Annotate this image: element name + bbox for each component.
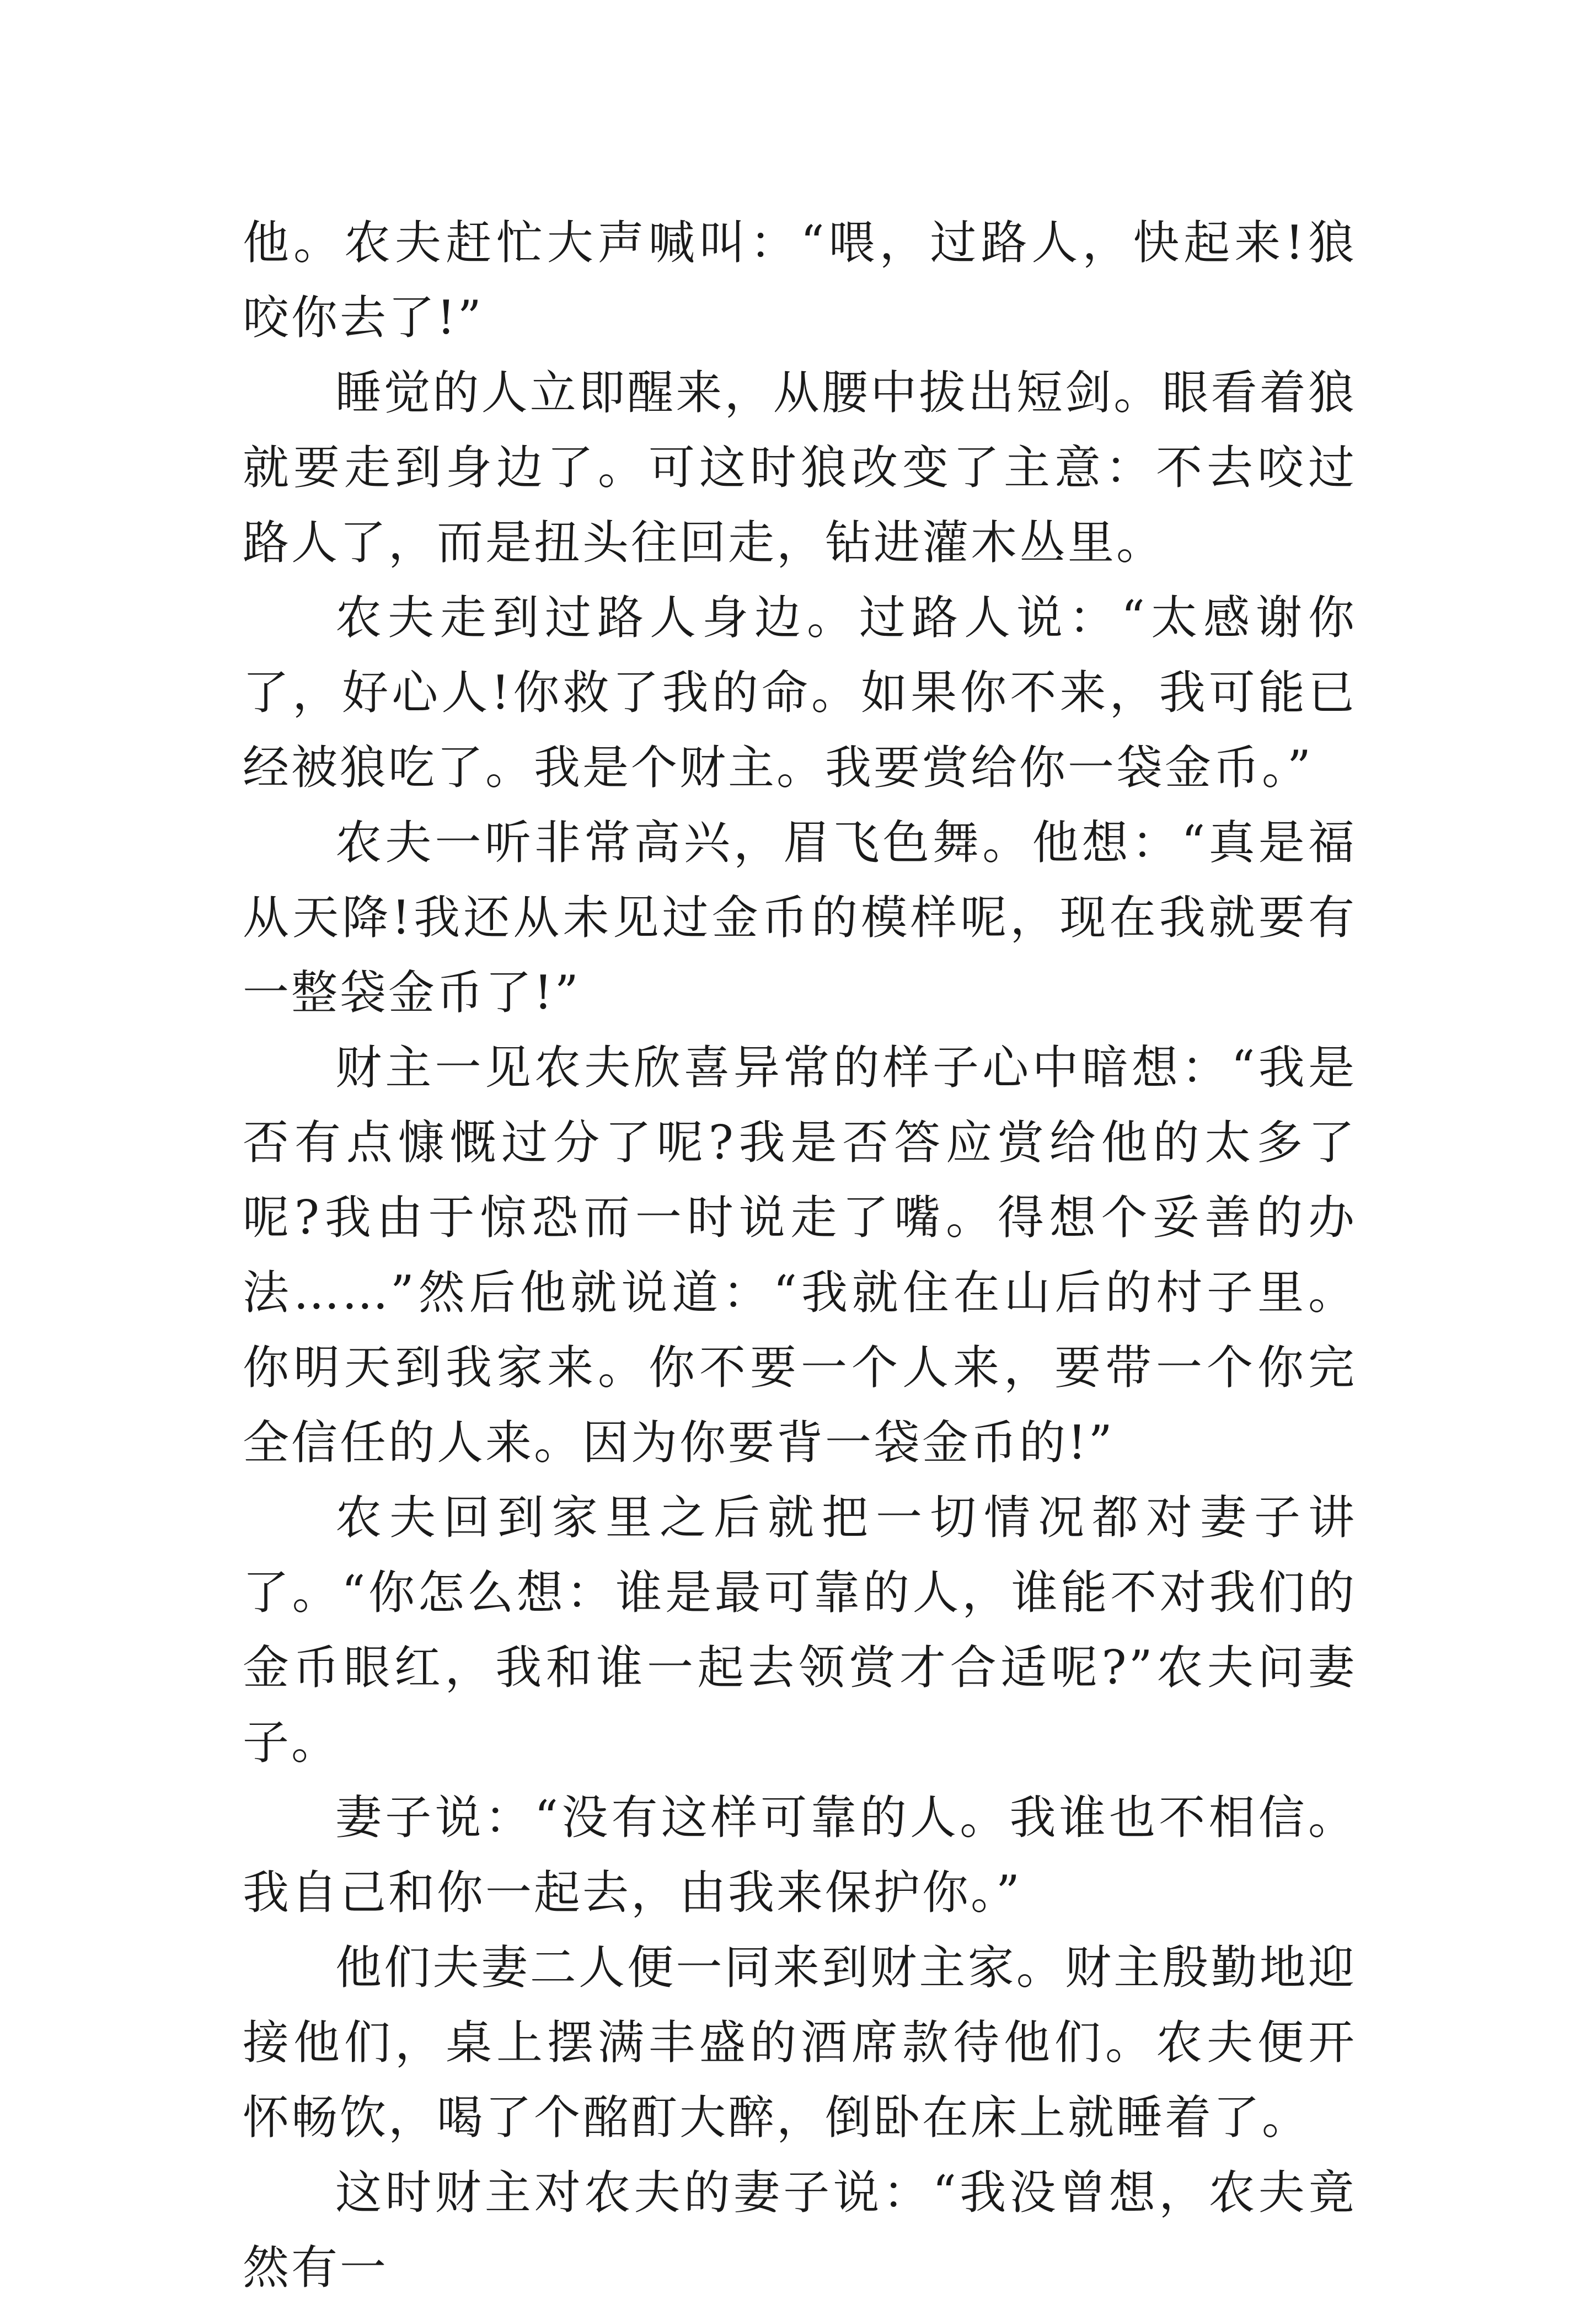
story-text <box>243 205 1357 2305</box>
paragraph: 睡觉的人立即醒来，从腰中拔出短剑。眼看着狼就要走到身边了。可这时狼改变了主意：不去咬过路人了，而是扭头往回走，钻进灌木丛里。 <box>243 366 1357 570</box>
paragraph: 农夫回到家里之后就把一切情况都对妻子讲了。“你怎么想：谁是最可靠的人，谁能不对我们的金币眼红，我和谁一起去领赏才合适呢?”农夫问妻子。 <box>243 1491 1357 1770</box>
paragraph: 农夫走到过路人身边。过路人说：“太感谢你了，好心人!你救了我的命。如果你不来，我可能已经被狼吃了。我是个财主。我要赏给你一袋金币。” <box>243 591 1357 795</box>
paragraph: 他们夫妻二人便一同来到财主家。财主殷勤地迎接他们，桌上摆满丰盛的酒席款待他们。农夫便开怀畅饮，喝了个酩酊大醉，倒卧在床上就睡着了。 <box>243 1941 1357 2145</box>
paragraph-continuation: 他。农夫赶忙大声喊叫：“喂，过路人，快起来!狼咬你去了!” <box>243 216 1357 345</box>
paragraph: 农夫一听非常高兴，眉飞色舞。他想：“真是福从天降!我还从未见过金币的模样呢，现在我就要有一整袋金币了!” <box>243 816 1357 1020</box>
paragraph: 妻子说：“没有这样可靠的人。我谁也不相信。我自己和你一起去，由我来保护你。” <box>243 1791 1357 1920</box>
paragraph: 这时财主对农夫的妻子说：“我没曾想，农夫竟然有一 <box>243 2165 1357 2295</box>
paragraph: 财主一见农夫欣喜异常的样子心中暗想：“我是否有点慷慨过分了呢?我是否答应赏给他的太多了呢?我由于惊恐而一时说走了嘴。得想个妥善的办法……”然后他就说道：“我就住在山后的村子里。你明天到我家来。你不要一个人来，要带一个你完全信任的人来。因为你要背一袋金币的!” <box>243 1041 1357 1470</box>
